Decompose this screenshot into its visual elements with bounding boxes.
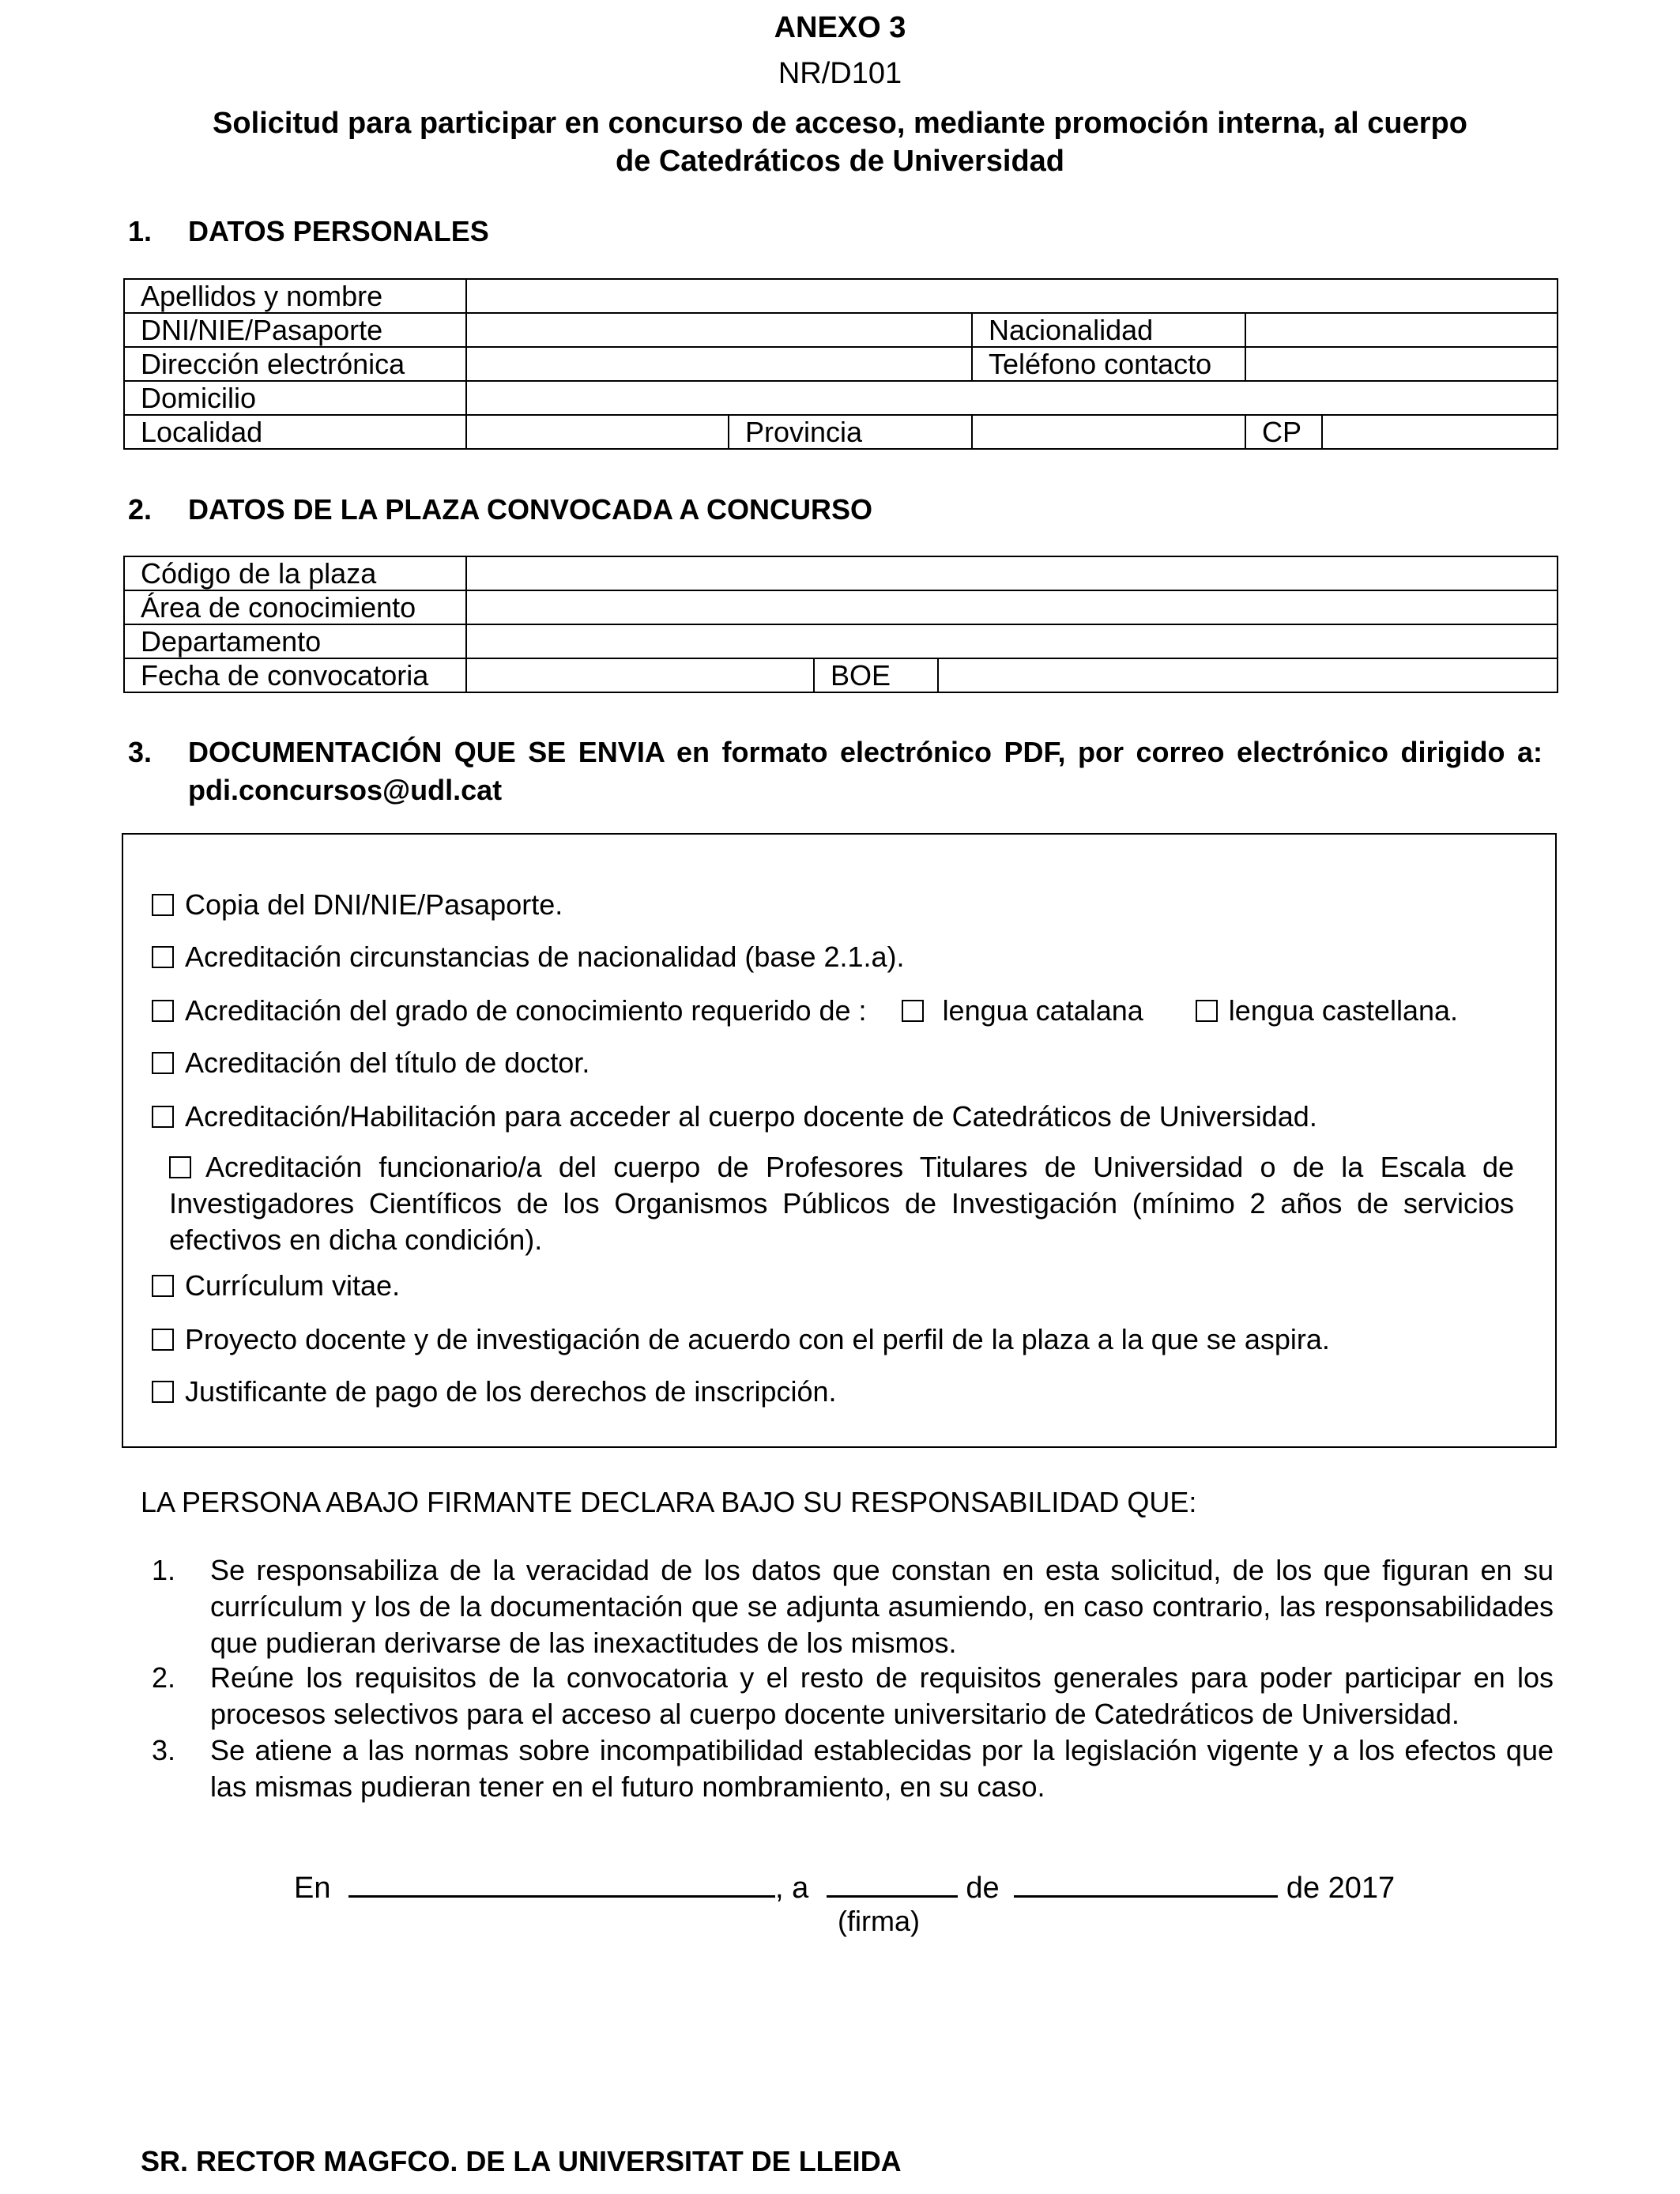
id-field[interactable] (466, 313, 972, 347)
city-field[interactable] (466, 415, 729, 449)
address-field[interactable] (466, 381, 1558, 415)
checkbox-id-copy[interactable] (152, 894, 174, 916)
department-field[interactable] (466, 624, 1558, 658)
table-row (124, 658, 1558, 692)
phone-field[interactable] (1245, 347, 1558, 381)
list-item: Currículum vitae. (152, 1269, 400, 1302)
email-field[interactable] (466, 347, 972, 381)
list-item: Copia del DNI/NIE/Pasaporte. (152, 888, 563, 922)
table-row (124, 415, 1558, 449)
checkbox-cv[interactable] (152, 1275, 174, 1297)
table-row (124, 279, 1558, 313)
documentation-box (122, 833, 1557, 1448)
postcode-label: CP (1245, 415, 1322, 449)
boe-field[interactable] (938, 658, 1558, 692)
list-item: Justificante de pago de los derechos de inscripción. (152, 1375, 837, 1408)
checkbox-nationality[interactable] (152, 946, 174, 968)
checkbox-payment[interactable] (152, 1381, 174, 1403)
position-data-table (123, 556, 1558, 693)
list-item: Acreditación del grado de conocimiento requerido de : lengua catalana lengua castellana. (152, 994, 1458, 1027)
place-blank[interactable] (348, 1868, 775, 1898)
call-date-label: Fecha de convocatoria (124, 658, 466, 692)
form-code: NR/D101 (778, 57, 902, 90)
declaration-heading: LA PERSONA ABAJO FIRMANTE DECLARA BAJO SU RESPONSABILIDAD QUE: (141, 1486, 1197, 1518)
nationality-field[interactable] (1245, 313, 1558, 347)
checkbox-language-level[interactable] (152, 1000, 174, 1022)
checkbox-spanish[interactable] (1196, 1000, 1218, 1022)
id-label: DNI/NIE/Pasaporte (124, 313, 466, 347)
list-item: Acreditación circunstancias de nacionalidad (base 2.1.a). (152, 941, 905, 974)
annex-title: ANEXO 3 (774, 11, 906, 44)
list-item: Acreditación del título de doctor. (152, 1046, 590, 1080)
province-label: Provincia (729, 415, 972, 449)
postcode-field[interactable] (1322, 415, 1558, 449)
page-title (0, 104, 1680, 180)
boe-label: BOE (814, 658, 938, 692)
addressee: SR. RECTOR MAGFCO. DE LA UNIVERSITAT DE LLEIDA (141, 2145, 902, 2177)
table-row (124, 347, 1558, 381)
name-label: Apellidos y nombre (124, 279, 466, 313)
signature-line: En , a de de 2017 (294, 1868, 1395, 1906)
list-item: Acreditación/Habilitación para acceder al cuerpo docente de Catedráticos de Universidad. (152, 1100, 1317, 1133)
table-row (124, 313, 1558, 347)
name-field[interactable] (466, 279, 1558, 313)
phone-label: Teléfono contacto (972, 347, 1245, 381)
list-item: Proyecto docente y de investigación de acuerdo con el perfil de la plaza a la que se aspira. (152, 1323, 1330, 1356)
checkbox-project[interactable] (152, 1329, 174, 1351)
day-blank[interactable] (827, 1868, 958, 1898)
area-field[interactable] (466, 590, 1558, 624)
position-code-label: Código de la plaza (124, 556, 466, 590)
month-blank[interactable] (1014, 1868, 1278, 1898)
title-line-1: Solicitud para participar en concurso de acceso, mediante promoción interna, al cuerpo (213, 107, 1467, 140)
checkbox-doctorate[interactable] (152, 1052, 174, 1074)
table-row (124, 381, 1558, 415)
title-line-2: de Catedráticos de Universidad (615, 145, 1065, 178)
nationality-label: Nacionalidad (972, 313, 1245, 347)
province-field[interactable] (972, 415, 1245, 449)
position-code-field[interactable] (466, 556, 1558, 590)
address-label: Domicilio (124, 381, 466, 415)
signature-caption: (firma) (838, 1905, 920, 1937)
personal-data-table (123, 278, 1558, 450)
table-row (124, 556, 1558, 590)
call-date-field[interactable] (466, 658, 814, 692)
checkbox-civil-servant[interactable] (169, 1156, 191, 1178)
area-label: Área de conocimiento (124, 590, 466, 624)
email-label: Dirección electrónica (124, 347, 466, 381)
city-label: Localidad (124, 415, 466, 449)
department-label: Departamento (124, 624, 466, 658)
checkbox-catalan[interactable] (902, 1000, 924, 1022)
checkbox-accreditation[interactable] (152, 1106, 174, 1128)
table-row (124, 624, 1558, 658)
list-item: Acreditación funcionario/a del cuerpo de Profesores Titulares de Universidad o de la Escala de Investigadores Científicos de los Organismos Públicos de Investigación (mínimo 2 años de servicios efectivos en dicha condición). (169, 1151, 1514, 1256)
table-row (124, 590, 1558, 624)
